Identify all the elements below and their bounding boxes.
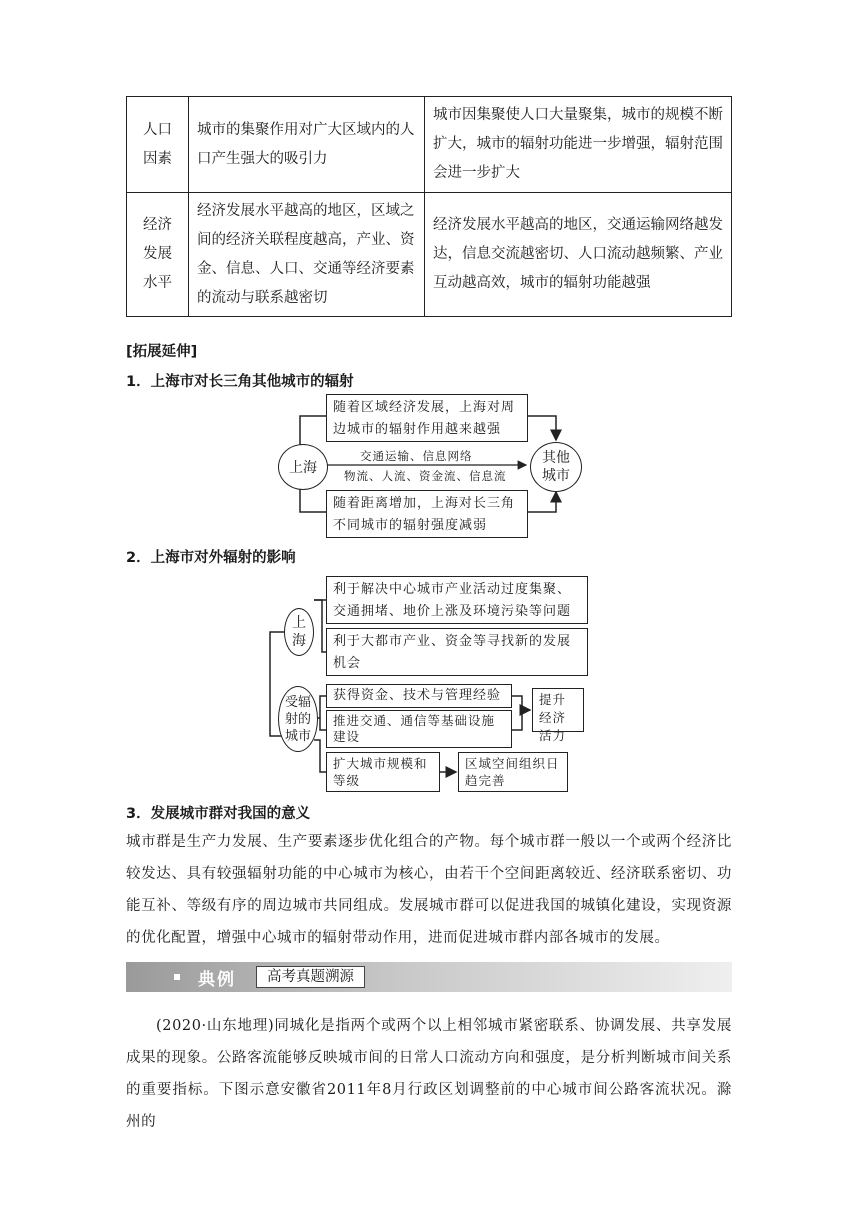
connector-line: [528, 492, 556, 512]
node-label: 其他 城市: [542, 450, 570, 484]
diagram2-box-5: 提升经济活力: [532, 688, 584, 732]
table-cell-factor: 经济 发展 水平: [127, 193, 189, 317]
diagram2-box-7: 区域空间组织日趋完善: [458, 752, 568, 792]
node-label: 上 海: [292, 615, 306, 649]
section-heading-2: 2．上海市对外辐射的影响: [126, 550, 296, 566]
table-cell: 经济发展水平越高的地区，区域之间的经济关联程度越高，产业、资金、信息、人口、交通等经济要素的流动与联系越密切: [189, 193, 425, 317]
diagram1-bottom-box: 随着距离增加，上海对长三角不同城市的辐射强度减弱: [326, 490, 528, 538]
diagram1-top-box: 随着区域经济发展，上海对周边城市的辐射作用越来越强: [326, 394, 528, 442]
diagram2-box-6: 扩大城市规模和等级: [326, 752, 440, 792]
node-other-cities: [530, 442, 582, 492]
banner-title: 典例: [198, 970, 236, 990]
diagram2-box-2: 利于大都市产业、资金等寻找新的发展机会: [326, 628, 588, 676]
diagram2-box-4: 推进交通、通信等基础设施建设: [326, 710, 512, 748]
bullet-icon: [174, 974, 180, 980]
paragraph-city-cluster: 城市群是生产力发展、生产要素逐步优化组合的产物。每个城市群一般以一个或两个经济比较发达、具有较强辐射功能的中心城市为核心，由若干个空间距离较近、经济联系密切、功能互补、等级有序的周边城市共同组成。发展城市群可以促进我国的城镇化建设，实现资源的优化配置，增强中心城市的辐射带动作用，进而促进城市群内部各城市的发展。: [126, 834, 732, 946]
connector-line: [314, 740, 326, 772]
connector-line: [300, 416, 326, 446]
connector-line: [528, 416, 556, 440]
flow-label-1: 交通运输、信息网络: [360, 449, 473, 463]
diagram2-box-1: 利于解决中心城市产业活动过度集聚、交通拥堵、地价上涨及环境污染等问题: [326, 576, 588, 624]
connector-line: [300, 488, 326, 512]
node-receiving-city: [278, 686, 318, 752]
connector-line: [314, 600, 326, 652]
table-cell: 城市的集聚作用对广大区域内的人口产生强大的吸引力: [189, 97, 425, 193]
diagram2-box-3: 获得资金、技术与管理经验: [326, 684, 512, 708]
node-label: 上海: [289, 460, 317, 476]
node-label: 受辐 射的 城市: [284, 694, 311, 744]
section-heading-3: 3．发展城市群对我国的意义: [126, 806, 311, 822]
table-cell: 经济发展水平越高的地区，交通运输网络越发达，信息交流越密切、人口流动越频繁、产业互动越高效，城市的辐射功能越强: [425, 193, 732, 317]
connector-line: [512, 696, 530, 710]
table-cell: 城市因集聚使人口大量聚集，城市的规模不断扩大，城市的辐射功能进一步增强，辐射范围会进一步扩大: [425, 97, 732, 193]
node-shanghai-2: [284, 608, 314, 656]
table-cell-factor: 人口 因素: [127, 97, 189, 193]
banner-subtitle: 高考真题溯源: [256, 966, 365, 988]
section-heading-1: 1．上海市对长三角其他城市的辐射: [126, 374, 354, 390]
example-paragraph: (2020·山东地理)同城化是指两个或两个以上相邻城市紧密联系、协调发展、共享发展成果的现象。公路客流能够反映城市间的日常人口流动方向和强度，是分析判断城市间关系的重要指标。下图示意安徽省2011年8月行政区划调整前的中心城市间公路客流状况。滁州的: [126, 1018, 732, 1130]
flow-label-2: 物流、人流、资金流、信息流: [344, 469, 507, 483]
node-shanghai: [278, 444, 328, 490]
connector-line: [512, 710, 522, 730]
example-banner: [126, 962, 732, 992]
extension-title: [拓展延伸]: [126, 344, 198, 360]
